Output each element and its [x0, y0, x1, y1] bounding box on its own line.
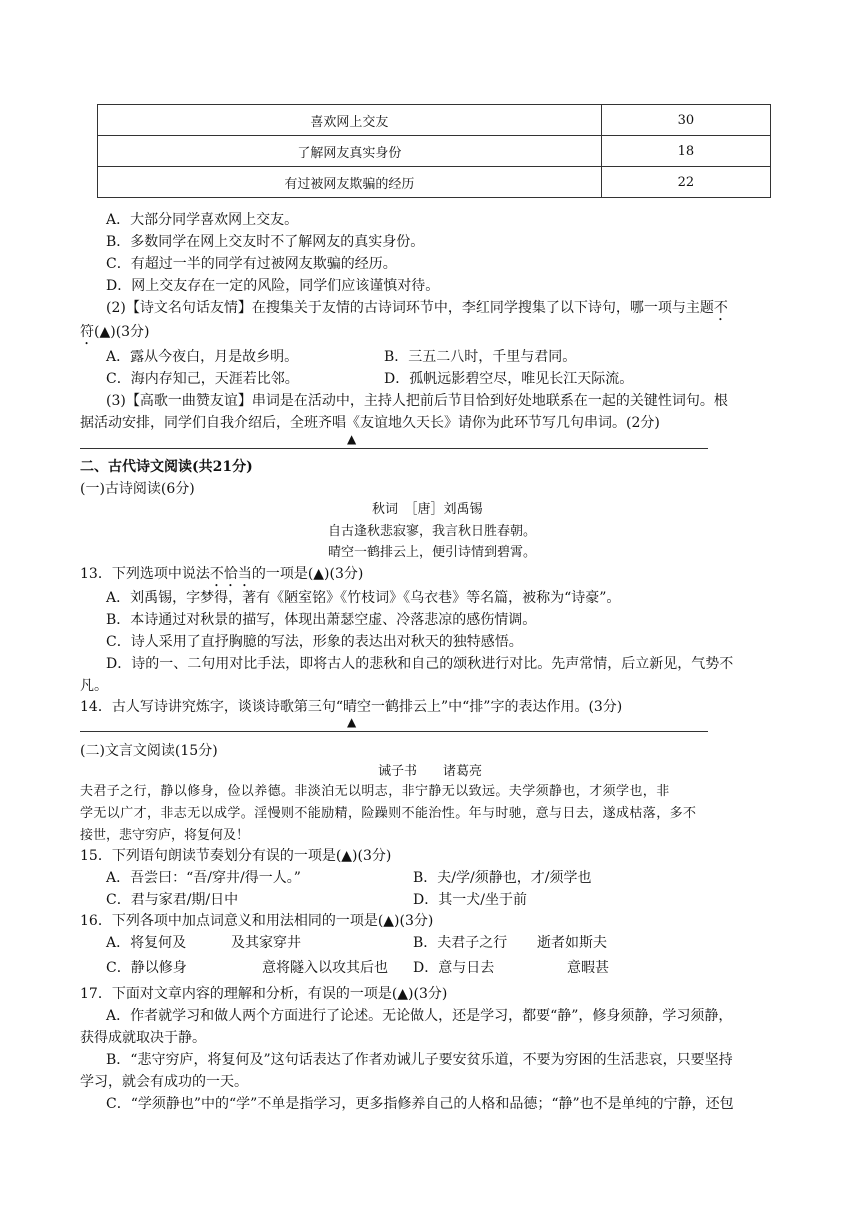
- q2-emphasis-char: 不: [713, 300, 728, 316]
- q13-emphasis: 不恰当: [209, 566, 252, 582]
- q1-option-c: C．有超过一半的同学有过被网友欺骗的经历。: [106, 256, 397, 272]
- q2-option-c: C．海内存知己，天涯若比邻。: [106, 371, 299, 387]
- q2-option-b: B．三五二八时，千里与君同。: [384, 349, 577, 365]
- text-title: 诫子书 诸葛亮: [378, 764, 483, 779]
- q13-stem-text: 13．下列选项中说法: [80, 566, 210, 582]
- q13-option-a: A．刘禹锡，字梦得，著有《陋室铭》《竹枝词》《乌衣巷》等名篇，被称为“诗豪”。: [106, 590, 621, 606]
- survey-table: [97, 104, 771, 198]
- survey-item: 有过被网友欺骗的经历: [98, 167, 602, 198]
- answer-line: [80, 448, 708, 449]
- q3-line2: 据活动安排，同学们自我介绍后，全班齐唱《友谊地久天长》请你为此环节写几句串词。(2分): [80, 415, 660, 431]
- q17-option-b-line2: 学习，就会有成功的一天。: [80, 1074, 248, 1090]
- survey-count: 18: [601, 136, 770, 167]
- q2-stem-line1: [106, 297, 728, 324]
- text-paragraph-line: 夫君子之行，静以修身，俭以养德。非淡泊无以明志，非宁静无以致远。夫学须静也，才须学也，非: [80, 784, 670, 799]
- text-paragraph-line: 接世，悲守穷庐，将复何及！: [80, 828, 250, 843]
- q13-option-b: B．本诗通过对秋景的描写，体现出萧瑟空虚、冷落悲凉的感伤情调。: [106, 612, 537, 628]
- q15-option-a: A．吾尝曰：“吾/穿井/得一人。”: [106, 870, 301, 886]
- q16-option-c1: C．静以修身: [106, 960, 187, 976]
- q1-option-a: A．大部分同学喜欢网上交友。: [106, 212, 299, 228]
- text-paragraph-line: 学无以广才，非志无以成学。淫慢则不能励精，险躁则不能治性。年与时驰，意与日去，遂成枯落，多不: [80, 806, 697, 821]
- q16-option-d2: 意暇甚: [567, 960, 609, 976]
- q13-stem-text: 的一项是(▲)(3分): [251, 566, 364, 582]
- q1-option-d: D．网上交友存在一定的风险，同学们应该谨慎对待。: [106, 278, 440, 294]
- survey-count: 30: [601, 105, 770, 136]
- q15-option-b: B．夫/学/须静也，才/须学也: [413, 870, 592, 886]
- subsection-title: (二)文言文阅读(15分): [80, 743, 218, 759]
- survey-count: 22: [601, 167, 770, 198]
- section-title: 二、古代诗文阅读(共21分): [80, 459, 253, 475]
- q16-option-c2: 意将隧入以攻其后也: [262, 960, 388, 976]
- q1-option-b: B．多数同学在网上交友时不了解网友的真实身份。: [106, 234, 425, 250]
- q16-option-b2: 逝者如斯夫: [537, 935, 607, 951]
- q17-option-a-line1: A．作者就学习和做人两个方面进行了论述。无论做人，还是学习，都要“静”，修身须静，学习须静，: [106, 1008, 733, 1024]
- table-row: [98, 105, 771, 136]
- q16-option-d1: D．意与日去: [413, 960, 495, 976]
- q17-option-a-line2: 获得成就取决于静。: [80, 1030, 206, 1046]
- q2-emphasis-char: 符: [80, 324, 94, 340]
- q2-stem-text: (2)【诗文名句话友情】在搜集关于友情的古诗词环节中，李红同学搜集了以下诗句，哪一项与主题: [106, 300, 714, 316]
- q16-option-b1: B．夫君子之行: [413, 935, 508, 951]
- answer-mark: ▲: [347, 715, 357, 729]
- q13-option-d-line2: 凡。: [80, 678, 108, 694]
- poem-line: 晴空一鹤排云上，便引诗情到碧霄。: [328, 545, 537, 560]
- q2-option-a: A．露从今夜白，月是故乡明。: [106, 349, 299, 365]
- q17-stem: 17．下面对文章内容的理解和分析，有误的一项是(▲)(3分): [80, 986, 448, 1002]
- q14-stem: 14．古人写诗讲究炼字，谈谈诗歌第三句“晴空一鹤排云上”中“排”字的表达作用。(3分): [80, 699, 623, 715]
- q13-option-c: C．诗人采用了直抒胸臆的写法，形象的表达出对秋天的独特感悟。: [106, 634, 523, 650]
- q13-option-d-line1: D．诗的一、二句用对比手法，即将古人的悲秋和自己的颂秋进行对比。先声常情，后立新见，气势不: [106, 656, 734, 672]
- table-row: [98, 167, 771, 198]
- q15-option-c: C．君与家君/期/日中: [106, 892, 239, 908]
- answer-mark: ▲: [347, 432, 357, 446]
- subsection-title: (一)古诗阅读(6分): [80, 481, 195, 497]
- q2-option-d: D．孤帆远影碧空尽，唯见长江天际流。: [384, 371, 634, 387]
- q2-stem-line2: [80, 321, 150, 348]
- q15-stem: 15．下列语句朗读节奏划分有误的一项是(▲)(3分): [80, 848, 392, 864]
- q3-line1: (3)【高歌一曲赞友谊】串词是在活动中，主持人把前后节目恰到好处地联系在一起的关键性词句。根: [106, 393, 728, 409]
- survey-item: 了解网友真实身份: [98, 136, 602, 167]
- q16-option-a1: A．将复何及: [106, 935, 187, 951]
- table-row: [98, 136, 771, 167]
- q15-option-d: D．其一犬/坐于前: [413, 892, 527, 908]
- q17-option-c-line1: C．“学须静也”中的“学”不单是指学习，更多指修养自己的人格和品德；“静”也不是单纯的宁静，还包: [106, 1096, 734, 1112]
- poem-line: 自古逢秋悲寂寥，我言秋日胜春朝。: [328, 524, 537, 539]
- poem-title: 秋词 ［唐］刘禹锡: [372, 502, 483, 517]
- q13-stem: [80, 563, 363, 590]
- q17-option-b-line1: B．“悲守穷庐，将复何及”这句话表达了作者劝诫儿子要安贫乐道，不要为穷困的生活悲哀，只要坚持: [106, 1052, 733, 1068]
- survey-item: 喜欢网上交友: [98, 105, 602, 136]
- q16-option-a2: 及其家穿井: [231, 935, 301, 951]
- q16-stem: 16．下列各项中加点词意义和用法相同的一项是(▲)(3分): [80, 913, 434, 929]
- answer-line: [80, 731, 708, 732]
- q2-stem-text: (▲)(3分): [94, 324, 150, 340]
